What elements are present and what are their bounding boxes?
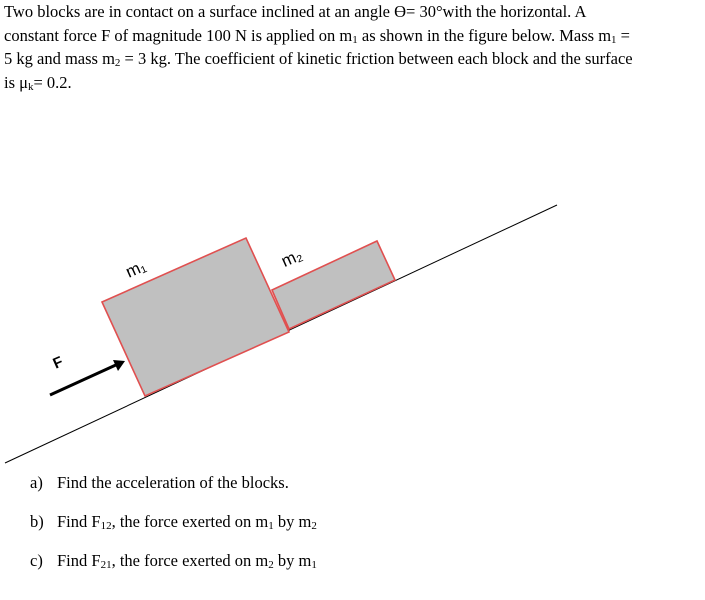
problem-line-2: constant force F of magnitude 100 N is applied on $m_1$ as shown in the figure below. Mass $m_1$ = (4, 25, 630, 46)
label-force: F (50, 353, 66, 373)
label-m1: m₁ (122, 256, 149, 282)
label-m2: m₂ (278, 245, 306, 271)
question-b: b) Find $F_{12}$, the force exerted on $m_1$ by $m_2$ (30, 512, 317, 532)
question-a: a) Find the acceleration of the blocks. (30, 473, 289, 492)
question-list (30, 470, 317, 587)
question-c: c) Find $F_{21}$, the force exerted on $m_2$ by $m_1$ (30, 551, 317, 571)
problem-line-3: 5 kg and mass $m_2 = 3$ kg. The coefficient of kinetic friction between each block and the surface (4, 49, 633, 69)
problem-line-1: Two blocks are in contact on a surface inclined at an angle ϴ= 30°with the horizontal. A (4, 2, 587, 21)
problem-line-4: is $\mu_k= 0.2$. (4, 72, 72, 93)
